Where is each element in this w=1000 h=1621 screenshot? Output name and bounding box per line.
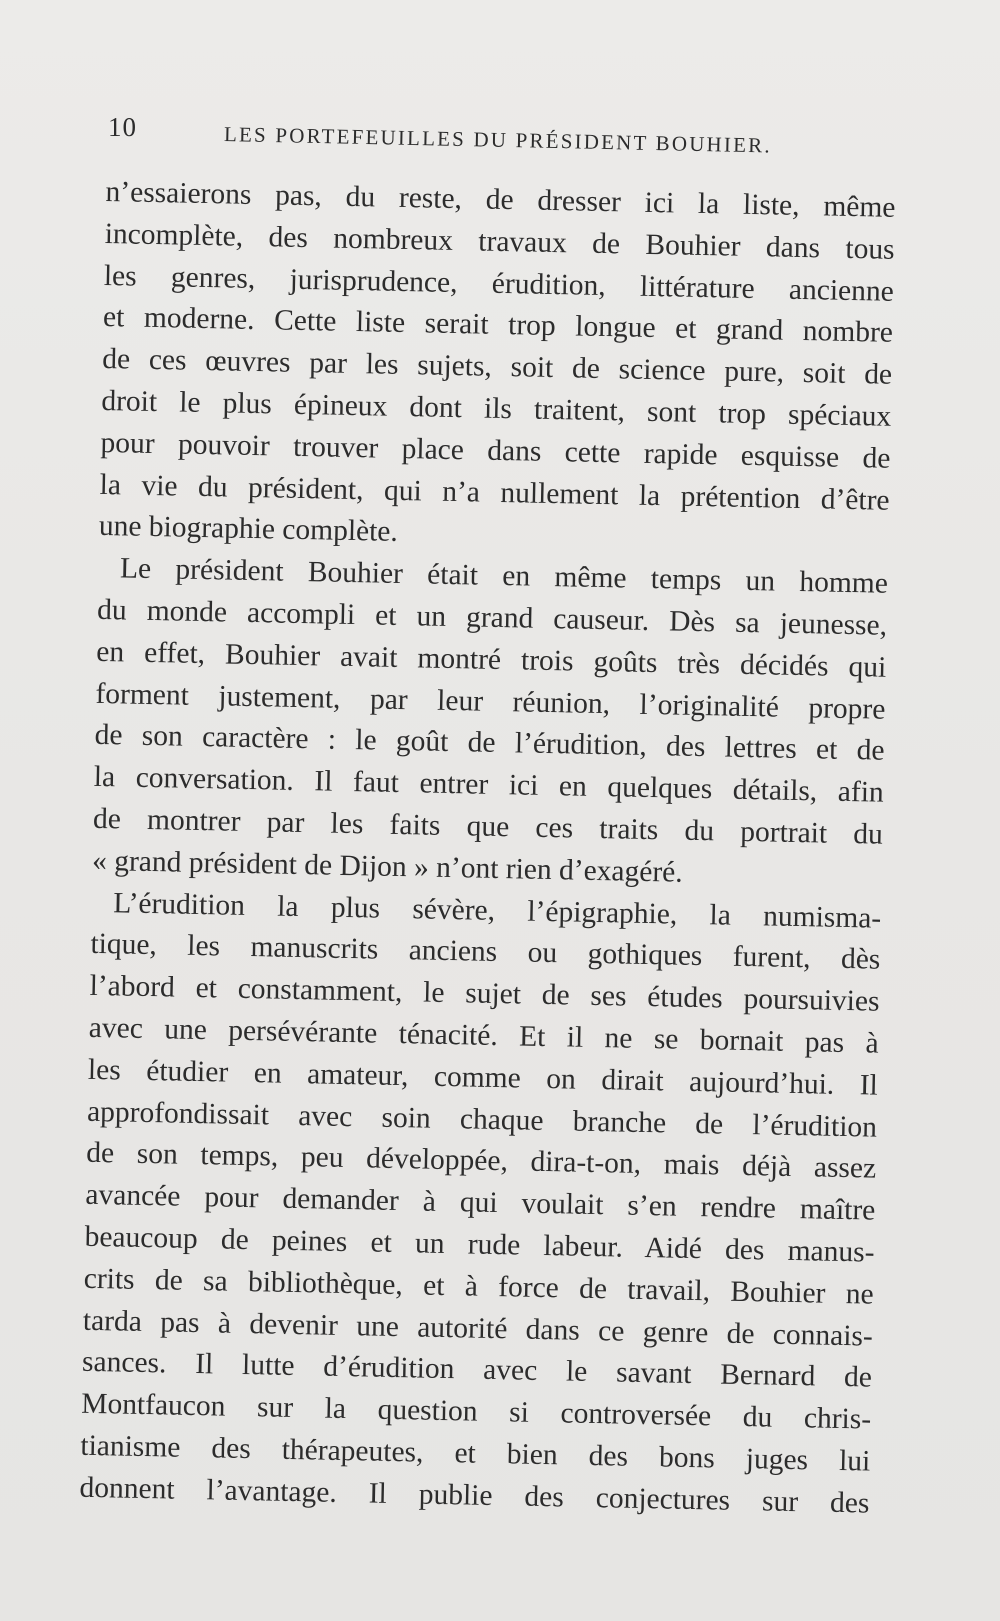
text-line: de son caractère : le goût de l’érudition, des lettres et de: [94, 719, 885, 768]
text-line: incomplète, des nombreux travaux de Bouhier dans tous: [104, 217, 895, 266]
text-line: pour pouvoir trouver place dans cette rapide esquisse de: [100, 426, 891, 475]
text-line: Le président Bouhier était en même temps un homme: [119, 552, 889, 600]
text-line: avec une persévérante ténacité. Et il ne se bornait pas à: [88, 1011, 879, 1060]
page-number: 10: [108, 112, 137, 142]
text-line: forment justement, par leur réunion, l’originalité propre: [95, 677, 886, 726]
text-line: Montfaucon sur la question si controversée du chris-: [80, 1387, 872, 1436]
page-header: [108, 112, 908, 158]
text-line: l’abord et constamment, le sujet de ses études poursuivies: [89, 969, 880, 1018]
text-line: la vie du président, qui n’a nullement la prétention d’être: [99, 468, 890, 517]
text-line: de ces œuvres par les sujets, soit de science pure, soit de: [101, 343, 893, 392]
text-line: n’essaierons pas, du reste, de dresser ici la liste, même: [105, 175, 896, 224]
text-line: et moderne. Cette liste serait trop longue et grand nombre: [102, 301, 894, 350]
text-line: crits de sa bibliothèque, et à force de travail, Bouhier ne: [83, 1262, 874, 1311]
text-line: de son temps, peu développée, dira-t-on, mais déjà assez: [85, 1137, 877, 1185]
text-line: approfondissait avec soin chaque branche de l’érudition: [86, 1095, 878, 1144]
body-text: [79, 172, 906, 1525]
text-line: tianisme des thérapeutes, et bien des bons juges lui: [80, 1429, 871, 1478]
text-line: sances. Il lutte d’érudition avec le savant Bernard de: [81, 1346, 873, 1394]
text-line: « grand président de Dijon » n’ont rien d’exagéré.: [91, 844, 684, 889]
text-line: les étudier en amateur, comme on dirait aujourd’hui. Il: [87, 1053, 879, 1102]
text-line: beaucoup de peines et un rude labeur. Aidé des manus-: [84, 1220, 875, 1269]
text-line: tique, les manuscrits anciens ou gothiques furent, dès: [90, 928, 881, 977]
text-line: en effet, Bouhier avait montré trois goûts très décidés qui: [96, 635, 887, 684]
text-line: droit le plus épineux dont ils traitent, sont trop spéciaux: [101, 384, 892, 433]
text-line: donnent l’avantage. Il publie des conjectures sur des: [79, 1471, 870, 1520]
text-line: une biographie complète.: [98, 510, 399, 549]
text-line: la conversation. Il faut entrer ici en quelques détails, afin: [93, 761, 885, 809]
text-line: avancée pour demander à qui voulait s’en rendre maître: [85, 1178, 876, 1227]
text-line: les genres, jurisprudence, érudition, littérature ancienne: [103, 259, 895, 308]
text-line: du monde accompli et un grand causeur. Dès sa jeunesse,: [96, 593, 888, 642]
text-line: de montrer par les faits que ces traits du portrait du: [92, 802, 884, 851]
running-title: LES PORTEFEUILLES DU PRÉSIDENT BOUHIER.: [223, 122, 773, 158]
text-line: tarda pas à devenir une autorité dans ce genre de connais-: [82, 1304, 874, 1353]
text-line: L’érudition la plus sévère, l’épigraphie, la numisma-: [113, 886, 882, 935]
